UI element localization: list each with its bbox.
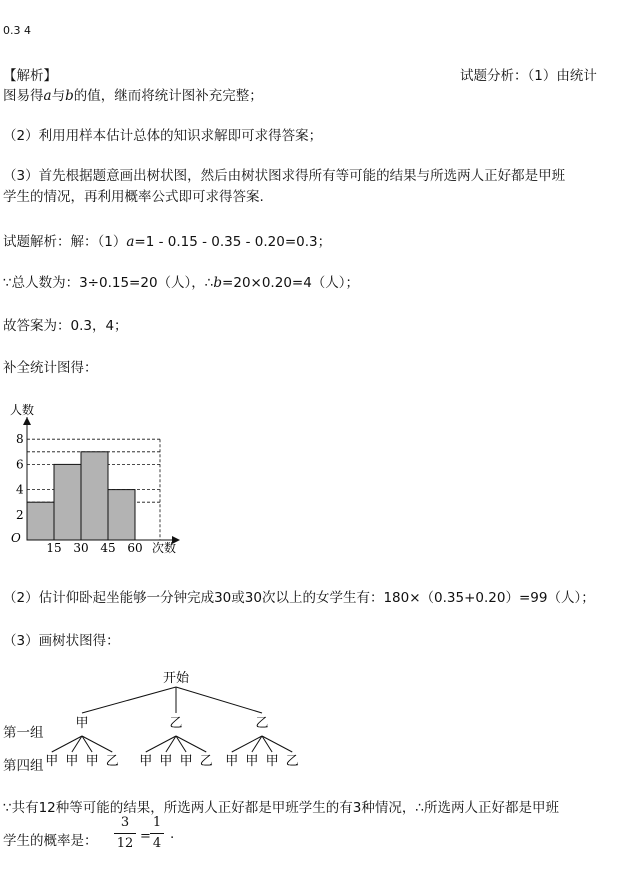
part2-line: （2）估计仰卧起坐能够一分钟完成30或30次以上的女学生有：180×（0.35+0.20）=99（人）； bbox=[3, 590, 595, 606]
conclusion-period: . bbox=[170, 826, 175, 842]
y-tick-labels bbox=[16, 432, 24, 522]
tree-node-level2: 甲 bbox=[65, 754, 79, 769]
fraction-1-4 bbox=[150, 815, 164, 852]
solution-line-2 bbox=[3, 271, 359, 291]
fraction1-numerator: 3 bbox=[120, 815, 130, 830]
x-tick-label: 15 bbox=[46, 541, 62, 555]
analysis-line-2: （2）利用用样本估计总体的知识求解即可求得答案； bbox=[3, 128, 323, 144]
histogram-bar bbox=[54, 464, 81, 540]
solution-l2-pre: ∵总人数为：3÷0.15=20（人），∴ bbox=[3, 275, 214, 291]
solution-l1-pre: 试题解析：解：（1） bbox=[3, 234, 127, 250]
histogram-chart bbox=[0, 395, 200, 560]
tree-node-level1: 甲 bbox=[75, 716, 89, 731]
tree-node-level2: 甲 bbox=[85, 754, 99, 769]
y-axis-arrow bbox=[23, 417, 31, 425]
analysis-line-3a: （3）首先根据题意画出树状图，然后由树状图求得所有等可能的结果与所选两人正好都是甲班 bbox=[3, 168, 566, 184]
tree-node-level2: 甲 bbox=[179, 754, 193, 769]
x-tick-label: 30 bbox=[73, 541, 89, 555]
solution-line-4: 补全统计图得： bbox=[3, 360, 98, 376]
y-tick-label: 8 bbox=[16, 432, 24, 447]
solution-l1-post: =1 - 0.15 - 0.35 - 0.20=0.3； bbox=[134, 234, 332, 250]
tree-branch bbox=[82, 687, 176, 713]
tree-branch bbox=[176, 687, 262, 713]
analysis-line1-b: 与 bbox=[51, 88, 66, 104]
tree-nodes bbox=[45, 671, 298, 769]
fraction2-denominator: 4 bbox=[152, 836, 162, 851]
solution-var-a: a bbox=[126, 234, 135, 250]
y-axis-label: 人数 bbox=[10, 403, 35, 417]
histogram-bar bbox=[27, 502, 54, 540]
y-tick-label: 2 bbox=[16, 507, 24, 522]
tree-node-level2: 乙 bbox=[285, 754, 299, 769]
tree-node-level1: 乙 bbox=[255, 716, 269, 731]
x-tick-label: 60 bbox=[127, 541, 143, 555]
analysis-label: 【解析】 bbox=[3, 68, 57, 84]
tree-node-level1: 乙 bbox=[169, 716, 183, 731]
tree-root: 开始 bbox=[162, 671, 190, 686]
tree-node-level2: 乙 bbox=[105, 754, 119, 769]
analysis-line1-c: 的值，继而将统计图补充完整； bbox=[73, 88, 263, 104]
fraction-3-12 bbox=[114, 815, 136, 852]
tree-node-level2: 甲 bbox=[45, 754, 59, 769]
x-tick-labels bbox=[46, 541, 142, 555]
y-tick-label: 4 bbox=[16, 482, 24, 497]
tree-node-level2: 甲 bbox=[159, 754, 173, 769]
solution-line-1 bbox=[3, 230, 331, 250]
histogram-bar bbox=[81, 452, 108, 540]
analysis-line-3b: 学生的情况，再利用概率公式即可求得答案. bbox=[3, 189, 264, 205]
tree-node-level2: 甲 bbox=[225, 754, 239, 769]
analysis-line-1 bbox=[3, 84, 263, 104]
solution-line-3: 故答案为：0.3，4； bbox=[3, 318, 128, 334]
solution-var-b: b bbox=[213, 275, 223, 291]
variable-b: b bbox=[65, 88, 74, 104]
tree-node-level2: 乙 bbox=[199, 754, 213, 769]
conclusion-line-1: ∵共有12种等可能的结果，所选两人正好都是甲班学生的有3种情况，∴所选两人正好都是甲班 bbox=[3, 800, 559, 816]
origin-label: O bbox=[11, 531, 21, 545]
analysis-head: 试题分析：（1）由统计 bbox=[460, 68, 597, 84]
fraction2-bar bbox=[150, 833, 164, 834]
x-tick-label: 45 bbox=[100, 541, 116, 555]
fraction2-numerator: 1 bbox=[152, 815, 162, 830]
answer-line: 0.3 4 bbox=[3, 24, 31, 37]
y-tick-label: 6 bbox=[16, 457, 24, 472]
tree-node-level2: 甲 bbox=[245, 754, 259, 769]
solution-l2-post: =20×0.20=4（人）； bbox=[222, 275, 360, 291]
chart-bars bbox=[27, 452, 135, 540]
equals-sign: = bbox=[140, 829, 151, 844]
x-axis-label: 次数 bbox=[152, 541, 177, 555]
tree-node-level2: 甲 bbox=[265, 754, 279, 769]
tree-row1-label: 第一组 bbox=[3, 725, 44, 741]
part3-line: （3）画树状图得： bbox=[3, 633, 120, 649]
tree-diagram bbox=[0, 660, 320, 775]
tree-node-level2: 甲 bbox=[139, 754, 153, 769]
fraction1-denominator: 12 bbox=[116, 836, 134, 851]
analysis-line1-a: 图易得 bbox=[3, 88, 44, 104]
conclusion-line-2: 学生的概率是： bbox=[3, 833, 98, 849]
tree-row2-label: 第四组 bbox=[3, 758, 44, 774]
histogram-bar bbox=[108, 490, 135, 540]
fraction1-bar bbox=[114, 833, 136, 834]
variable-a: a bbox=[43, 88, 52, 104]
